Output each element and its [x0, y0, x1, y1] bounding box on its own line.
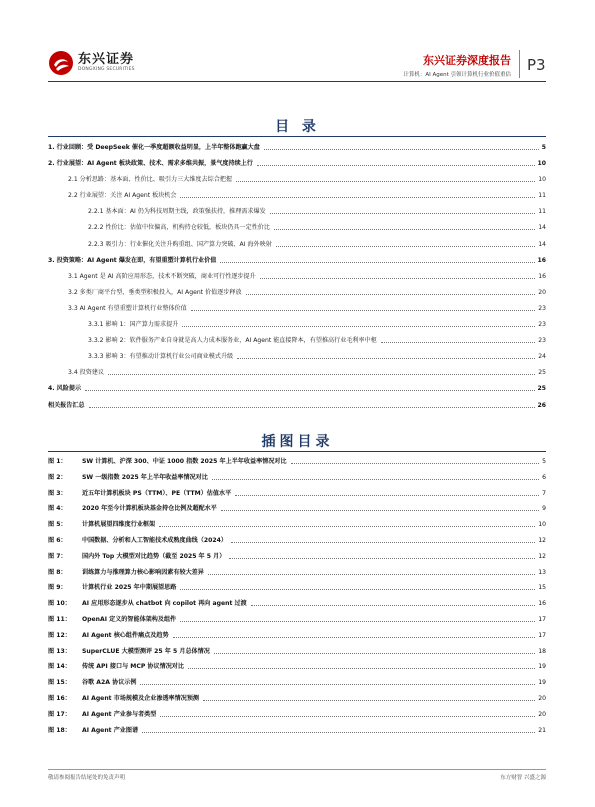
- figure-entry-label: 计算机行业 2025 年中期展望思路: [82, 584, 177, 592]
- figure-entry-page: 21: [538, 726, 546, 734]
- toc-entry[interactable]: [48, 188, 546, 204]
- figure-entry[interactable]: [48, 675, 546, 691]
- toc-entry-label: 3.3.1 影响 1：国产算力需求提升: [88, 321, 179, 329]
- figure-entry-label: AI Agent 产业图谱: [82, 726, 139, 734]
- figure-entry[interactable]: [48, 470, 546, 486]
- toc-entry-page: 5: [541, 144, 546, 151]
- figure-entry-label: 传统 API 接口与 MCP 协议情况对比: [82, 663, 184, 671]
- figure-entry[interactable]: [48, 644, 546, 660]
- figure-entry-number: 图 14：: [48, 663, 71, 671]
- figure-leader-dots: [142, 723, 535, 733]
- toc-entry-label: 1. 行业回顾：受 DeepSeek 催化一季度超额收益明显，上半年整体跑赢大盘: [48, 144, 260, 151]
- toc-leader-dots: [264, 140, 539, 150]
- figure-entry[interactable]: [48, 691, 546, 707]
- toc-title: 目 录: [275, 119, 320, 135]
- toc-entry-label: 4. 风险提示: [48, 385, 82, 393]
- figure-entry-label: 中国数据、分析和人工智能技术成熟度曲线（2024）: [82, 536, 227, 544]
- report-subtitle: 计算机：AI Agent 引领计算机行业价值重估: [403, 72, 511, 78]
- toc-entry-label: 2.2.1 基本面：AI 仍为科技周期主线，政策强扶持，推理需求爆发: [88, 208, 266, 216]
- footer-disclaimer: 敬请参阅报告结尾处的免责声明: [48, 775, 126, 781]
- footer-rule: [48, 769, 546, 770]
- toc-leader-dots: [270, 204, 536, 214]
- figure-entry[interactable]: [48, 628, 546, 644]
- toc-entry-label: 3.1 Agent 是 AI 高阶应用形态，技术不断突破，商业可行性逐步提升: [68, 272, 256, 280]
- toc-leader-dots: [180, 188, 535, 198]
- toc-entry-label: 3.3 AI Agent 有望重塑计算机行业整体价值: [68, 304, 187, 312]
- logo-english-name: DONGXING SECURITIES: [78, 67, 135, 73]
- toc-entry-page: 16: [537, 256, 546, 264]
- figure-entry-label: AI Agent 产业参与者类型: [82, 710, 157, 718]
- toc-entry[interactable]: [48, 285, 546, 301]
- figure-entry-label: AI Agent 核心组件痛点及趋势: [82, 631, 169, 639]
- page-number: P3: [527, 56, 546, 74]
- toc-leader-dots: [274, 220, 535, 230]
- toc-entry[interactable]: [48, 333, 546, 349]
- toc-entry-page: 24: [538, 353, 546, 361]
- figure-entry-number: 图 18：: [48, 726, 71, 734]
- toc-entry-page: 10: [538, 176, 546, 184]
- header-rule: [48, 81, 546, 82]
- figure-entry-number: 图 13：: [48, 647, 71, 655]
- toc-entry[interactable]: [48, 140, 546, 156]
- toc-entry-label: 3.2 多类厂商平台型、垂类型积极投入，AI Agent 价值逐步释放: [68, 288, 242, 296]
- figure-leader-dots: [188, 659, 535, 669]
- figure-entry-page: 9: [542, 505, 546, 513]
- figure-entry-number: 图 11：: [48, 615, 71, 623]
- toc-leader-dots: [257, 156, 535, 166]
- toc-entry[interactable]: [48, 204, 546, 220]
- figure-leader-dots: [231, 533, 535, 543]
- figure-entry-label: 2020 年至今计算机板块基金持仓比例及超配水平: [82, 505, 217, 513]
- figure-leader-dots: [229, 549, 535, 559]
- figure-entry-page: 12: [538, 536, 546, 544]
- toc-entry-page: 16: [538, 272, 546, 280]
- figure-entry-number: 图 8：: [48, 568, 67, 576]
- logo-chinese-name: 东兴证券: [78, 52, 135, 68]
- figure-leader-dots: [251, 596, 536, 606]
- figure-leader-dots: [214, 644, 535, 654]
- figure-entry-label: SuperCLUE 大模型测评 25 年 5 月总体情况: [82, 647, 210, 655]
- toc-entry-page: 11: [538, 208, 546, 216]
- toc-entry-page: 26: [537, 401, 546, 409]
- toc-leader-dots: [85, 381, 534, 391]
- figure-entry-label: SW 一级指数 2025 年上半年收益率情况对比: [82, 473, 208, 481]
- figure-leader-dots: [203, 691, 535, 701]
- toc-entry-label: 2.2.3 吸引力：行业催化关注升购重组、国产算力突破、AI 海外映射: [88, 240, 272, 248]
- figure-entry[interactable]: [48, 549, 546, 565]
- toc-entry-label: 3.3.3 影响 3：有望推动计算机行业公司商业模式升级: [88, 353, 234, 361]
- figure-entry[interactable]: [48, 486, 546, 502]
- figure-leader-dots: [291, 454, 540, 464]
- toc-entry-page: 25: [538, 369, 546, 377]
- toc-entry-page: 23: [538, 304, 546, 312]
- figure-entry-page: 16: [538, 600, 546, 608]
- figure-leader-dots: [173, 628, 536, 638]
- header-divider: [519, 50, 520, 78]
- figure-entry-label: AI Agent 市场规模及企业渗透率情况预测: [82, 694, 200, 702]
- page-header: [0, 0, 595, 82]
- toc-entry[interactable]: [48, 398, 546, 414]
- toc-leader-dots: [260, 269, 536, 279]
- figure-entry[interactable]: [48, 707, 546, 723]
- toc-entry-page: 20: [538, 288, 546, 296]
- toc-entry[interactable]: [48, 317, 546, 333]
- toc-entry-page: 14: [538, 224, 546, 232]
- toc-entry-label: 3.4 投资建议: [68, 369, 105, 377]
- figure-entry-label: 训练算力与推理算力核心影响因素有较大差异: [82, 568, 204, 576]
- figure-entry-number: 图 12：: [48, 631, 71, 639]
- toc-entry[interactable]: [48, 301, 546, 317]
- figure-entry[interactable]: [48, 596, 546, 612]
- figure-entry[interactable]: [48, 723, 546, 739]
- figure-entry-page: 7: [542, 489, 546, 497]
- figure-leader-dots: [160, 707, 535, 717]
- toc-entry-page: 10: [537, 160, 546, 168]
- toc-leader-dots: [220, 253, 534, 263]
- figures-title: 插图目录: [261, 434, 334, 450]
- figure-entry[interactable]: [48, 517, 546, 533]
- figure-entry-number: 图 6：: [48, 536, 67, 544]
- toc-leader-dots: [246, 285, 536, 295]
- figures-title-rule: [48, 451, 546, 452]
- toc-entry[interactable]: [48, 172, 546, 188]
- toc-leader-dots: [108, 365, 535, 375]
- figure-entry-page: 17: [538, 615, 546, 623]
- dongxing-logo-icon: [48, 50, 74, 76]
- figure-entry-page: 17: [538, 631, 546, 639]
- toc-leader-dots: [89, 398, 535, 408]
- figure-entry-page: 20: [538, 710, 546, 718]
- toc-leader-dots: [236, 172, 535, 182]
- figure-entry-number: 图 15：: [48, 679, 71, 687]
- figure-entry-page: 20: [538, 694, 546, 702]
- figure-entry-number: 图 4：: [48, 505, 67, 513]
- figure-entry[interactable]: [48, 533, 546, 549]
- toc-entry[interactable]: [48, 365, 546, 381]
- figure-leader-dots: [180, 612, 535, 622]
- toc-leader-dots: [381, 333, 535, 343]
- toc-list: [48, 140, 546, 414]
- figure-entry-number: 图 9：: [48, 584, 67, 592]
- figure-entry-page: 10: [538, 521, 546, 529]
- figure-entry-label: 计算机展望四维度行业框架: [82, 521, 156, 529]
- toc-entry-label: 3.3.2 影响 2：软件服务产业自身就是高人力成本服务业，AI Agent 能直接降本，有望推高行业毛利率中枢: [88, 337, 377, 345]
- toc-leader-dots: [276, 237, 535, 247]
- figures-list: [48, 454, 546, 738]
- toc-entry-label: 3. 投资策略：AI Agent 爆发在即，有望重塑计算机行业价值: [48, 256, 217, 264]
- figure-entry-label: 国内外 Top 大模型对比趋势（截至 2025 年 5 月）: [82, 552, 226, 560]
- figure-entry-page: 12: [538, 552, 546, 560]
- figure-entry-number: 图 10：: [48, 600, 71, 608]
- toc-entry-page: 11: [538, 192, 546, 200]
- figure-leader-dots: [159, 517, 535, 527]
- figure-entry-page: 15: [538, 584, 546, 592]
- figure-entry-label: OpenAI 定义的智能体架构及组件: [82, 615, 177, 623]
- toc-entry-label: 相关报告汇总: [48, 401, 85, 409]
- toc-leader-dots: [191, 301, 536, 311]
- figure-entry[interactable]: [48, 580, 546, 596]
- figure-entry-page: 5: [542, 458, 546, 465]
- figure-entry-page: 18: [538, 647, 546, 655]
- figure-leader-dots: [235, 486, 539, 496]
- figure-entry[interactable]: [48, 454, 546, 470]
- toc-entry-page: 23: [538, 337, 546, 345]
- figure-entry-number: 图 3：: [48, 489, 67, 497]
- figure-entry-number: 图 1：: [48, 458, 67, 465]
- figure-entry-page: 19: [538, 679, 546, 687]
- toc-entry-page: 14: [538, 240, 546, 248]
- toc-entry-label: 2.1 分析思路：基本面、性价比、吸引力三大维度去综合把握: [68, 176, 232, 184]
- toc-entry[interactable]: [48, 220, 546, 236]
- figure-leader-dots: [140, 675, 535, 685]
- footer-slogan: 东方财智 兴盛之源: [500, 775, 546, 781]
- report-title: 东兴证券深度报告: [423, 54, 511, 67]
- toc-entry[interactable]: [48, 237, 546, 253]
- figure-entry[interactable]: [48, 501, 546, 517]
- figure-entry-number: 图 17：: [48, 710, 71, 718]
- toc-entry[interactable]: [48, 156, 546, 172]
- toc-entry[interactable]: [48, 381, 546, 397]
- toc-entry-label: 2.2.2 性价比：估值中位偏高，机构持仓较低，板块仍具一定性价比: [88, 224, 270, 232]
- toc-leader-dots: [182, 317, 535, 327]
- toc-leader-dots: [237, 349, 535, 359]
- toc-entry-label: 2.2 行业展望：关注 AI Agent 板块机会: [68, 192, 177, 200]
- figure-entry-label: AI 应用形态逐步从 chatbot 向 copilot 再向 agent 过渡: [82, 600, 247, 608]
- figure-leader-dots: [208, 565, 535, 575]
- figure-entry[interactable]: [48, 659, 546, 675]
- figure-entry-label: 近五年计算机板块 PS（TTM）、PE（TTM）估值水平: [82, 489, 232, 497]
- figure-entry-label: 谷歌 A2A 协议示例: [82, 679, 137, 687]
- figure-entry-page: 13: [538, 568, 546, 576]
- figure-leader-dots: [221, 501, 539, 511]
- figure-entry-page: 6: [542, 473, 546, 481]
- figure-entry-label: SW 计算机、沪深 300、中证 1000 指数 2025 年上半年收益率情况对比: [82, 458, 287, 465]
- figure-leader-dots: [180, 580, 535, 590]
- figure-entry-number: 图 5：: [48, 521, 67, 529]
- toc-entry-page: 23: [538, 321, 546, 329]
- toc-entry[interactable]: [48, 253, 546, 269]
- figure-entry-number: 图 2：: [48, 473, 67, 481]
- figure-entry-number: 图 16：: [48, 694, 71, 702]
- figure-entry[interactable]: [48, 612, 546, 628]
- figure-entry-page: 19: [538, 663, 546, 671]
- toc-entry-page: 25: [537, 385, 546, 393]
- figure-leader-dots: [212, 470, 539, 480]
- figure-entry[interactable]: [48, 565, 546, 581]
- company-logo: [48, 50, 135, 76]
- toc-entry[interactable]: [48, 269, 546, 285]
- figure-entry-number: 图 7：: [48, 552, 67, 560]
- toc-title-rule: [48, 136, 546, 137]
- toc-entry-label: 2. 行业展望：AI Agent 板块政策、技术、需求多维共振，景气度持续上行: [48, 160, 253, 168]
- toc-entry[interactable]: [48, 349, 546, 365]
